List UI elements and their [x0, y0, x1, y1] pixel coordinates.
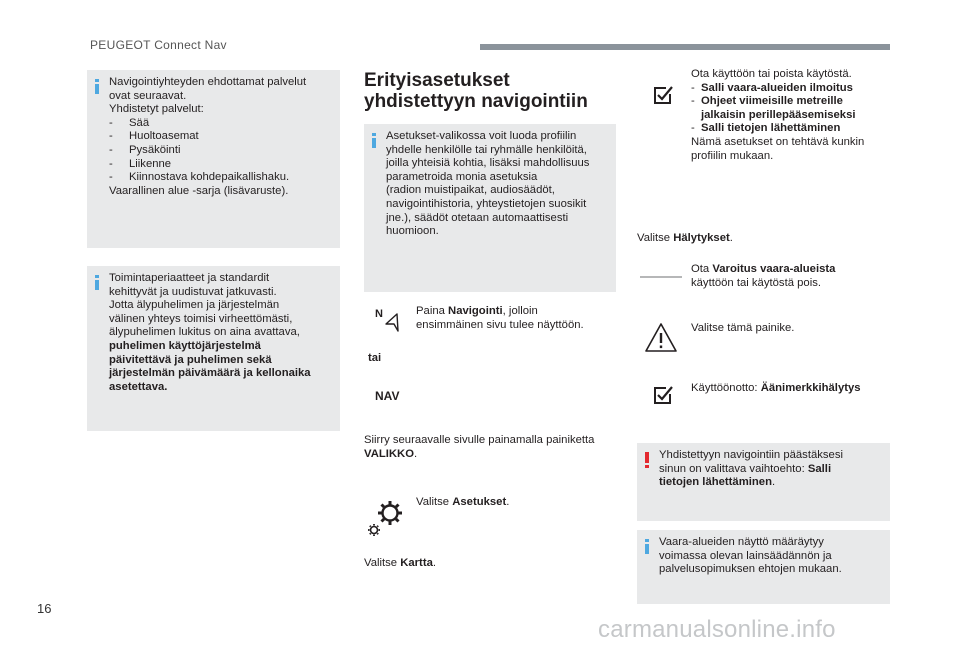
running-header: PEUGEOT Connect Nav — [90, 38, 227, 52]
or-label: tai — [368, 352, 382, 364]
note-line: navigointihistoria, yhteystietojen suosikit — [386, 197, 587, 210]
press-button-step-text: Valitse tämä painike. — [691, 322, 795, 334]
settings-step-text: Valitse Asetukset. — [416, 496, 510, 508]
next-page-text: Siirry seuraavalle sivulle painamalla painiketta VALIKKO. — [364, 434, 595, 460]
header-divider-bar — [480, 44, 890, 50]
note-line: jne.), säädöt otetaan automaattisesti — [386, 211, 569, 224]
note-line: joilla yhteisiä kohtia, lisäksi mahdollisuus — [386, 157, 590, 170]
note-line: Yhdistetyt palvelut: — [109, 103, 204, 116]
note-line: Toimintaperiaatteet ja standardit — [109, 272, 270, 284]
svg-text:N: N — [375, 308, 383, 320]
note-line-bold: puhelimen käyttöjärjestelmä — [109, 339, 261, 352]
note-line: Vaara-alueiden näyttö määräytyy — [659, 536, 824, 548]
toggle-options-text: Ota käyttöön tai poista käytöstä. - Salli vaara-alueiden ilmoitus - Ohjeet viimeisille metreille jalkaisin perillepääsemiseksi - Salli tietojen lähettäminen Nämä asetukset on tehtävä kunkin profiilin mukaan. — [691, 68, 865, 162]
info-icon — [95, 79, 99, 94]
note-line: Vaarallinen alue -sarja (lisävaruste). — [109, 184, 289, 197]
alerts-step-text: Valitse Hälytykset. — [637, 232, 733, 244]
note-line: ovat seuraavat. — [109, 89, 187, 102]
checkbox-checked-icon — [652, 384, 674, 406]
settings-gears-icon — [366, 496, 408, 538]
note-line: parametroida monia asetuksia — [386, 170, 538, 183]
info-icon — [645, 539, 649, 554]
warning-note-data-sharing: Yhdistettyyn navigointiin päästäksesi sinun on valittava vaihtoehto: Salli tietojen lähettäminen. — [637, 443, 890, 521]
info-icon — [95, 275, 99, 290]
warning-exclamation-icon — [645, 452, 649, 468]
info-note-services — [87, 70, 340, 248]
note-line-bold: järjestelmän päivämäärä ja kellonaika — [109, 367, 311, 380]
note-line: Navigointiyhteyden ehdottamat palvelut — [109, 76, 307, 88]
info-note-profiles — [364, 124, 616, 292]
checkbox-checked-icon — [652, 84, 674, 106]
nav-button-label: NAV — [375, 389, 400, 403]
navigation-arrow-icon — [374, 306, 404, 334]
note-line: välinen yhteys toimisi virheettömästi, — [109, 312, 293, 325]
info-note-legislation — [637, 530, 890, 604]
watermark: carmanualsonline.info — [598, 616, 836, 643]
activation-step-text: Käyttöönotto: Äänimerkkihälytys — [691, 382, 861, 394]
note-line: yhdelle henkilölle tai ryhmälle henkilöitä, — [386, 143, 587, 156]
warning-triangle-icon — [644, 322, 678, 354]
note-line: (radion muistipaikat, audiosäädöt, — [386, 184, 555, 197]
note-line: Jotta älypuhelimen ja järjestelmän — [109, 299, 280, 312]
nav-step-text: Paina Navigointi, jolloin ensimmäinen sivu tulee näyttöön. — [416, 305, 584, 331]
map-step-text: Valitse Kartta. — [364, 557, 437, 569]
list-item: - Pysäköinti — [109, 143, 181, 156]
note-line: palvelusopimuksen ehtojen mukaan. — [659, 563, 842, 576]
note-line-bold: päivitettävä ja puhelimen sekä — [109, 353, 272, 366]
section-heading: Erityisasetukset yhdistettyyn navigointiin — [364, 70, 588, 112]
list-item: - Kiinnostava kohdepaikallishaku. — [109, 171, 290, 184]
info-note-compatibility — [87, 266, 340, 431]
list-item: - Sää — [109, 116, 150, 129]
toggle-line-icon — [640, 268, 682, 276]
page-number: 16 — [37, 601, 52, 616]
note-line-bold: asetettava. — [109, 380, 168, 393]
note-line: älypuhelimen lukitus on aina avattava, — [109, 326, 300, 339]
list-item: - Liikenne — [109, 157, 172, 170]
note-line: kehittyvät ja uudistuvat jatkuvasti. — [109, 285, 277, 298]
list-item: - Huoltoasemat — [109, 130, 199, 143]
danger-zone-step-text: Ota Varoitus vaara-alueista käyttöön tai käytöstä pois. — [691, 263, 836, 289]
note-line: voimassa olevan lainsäädännön ja — [659, 549, 832, 562]
note-line: huomioon. — [386, 225, 439, 238]
info-icon — [372, 133, 376, 148]
note-line: Asetukset-valikossa voit luoda profiilin — [386, 130, 577, 142]
